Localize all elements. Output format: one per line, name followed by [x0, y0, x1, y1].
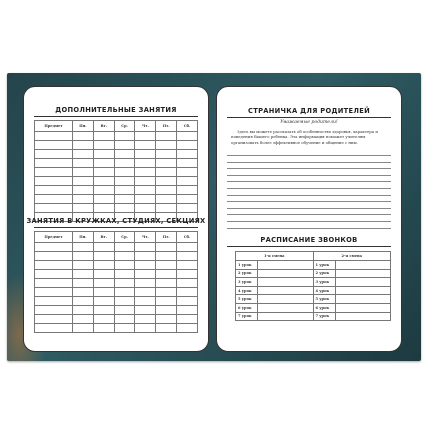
table-cell[interactable] — [35, 243, 73, 252]
col-subject: Предмет — [35, 121, 73, 132]
table-cell[interactable] — [177, 168, 198, 177]
table-row — [35, 315, 198, 324]
note-line[interactable] — [227, 195, 391, 196]
table-cell[interactable] — [93, 261, 114, 270]
table-cell[interactable] — [156, 297, 177, 306]
table-cell[interactable] — [135, 279, 156, 288]
table-cell[interactable] — [35, 186, 73, 195]
lesson-time-cell[interactable] — [335, 295, 391, 304]
table-row — [35, 141, 198, 150]
table-cell[interactable] — [177, 141, 198, 150]
bells-row — [236, 278, 391, 287]
table-cell[interactable] — [93, 168, 114, 177]
bells-row — [236, 286, 391, 295]
table-cell[interactable] — [35, 270, 73, 279]
table-cell[interactable] — [114, 297, 135, 306]
table-cell[interactable] — [93, 306, 114, 315]
table-cell[interactable] — [156, 141, 177, 150]
table-row — [35, 195, 198, 204]
bells-row — [236, 303, 391, 312]
col-fri: Пт. — [156, 232, 177, 243]
table-cell[interactable] — [73, 141, 94, 150]
table-cell[interactable] — [177, 324, 198, 333]
table-cell[interactable] — [135, 150, 156, 159]
lesson-number: 4 урок — [236, 286, 258, 295]
table-cell[interactable] — [73, 159, 94, 168]
table-cell[interactable] — [177, 132, 198, 141]
table-cell[interactable] — [93, 279, 114, 288]
table-cell[interactable] — [114, 288, 135, 297]
lesson-number: 2 урок — [236, 269, 258, 278]
lesson-number: 4 урок — [313, 286, 335, 295]
table-cell[interactable] — [73, 195, 94, 204]
table-cell[interactable] — [93, 270, 114, 279]
table-cell[interactable] — [156, 252, 177, 261]
note-line[interactable] — [227, 208, 391, 209]
table-cell[interactable] — [177, 186, 198, 195]
table-row — [35, 159, 198, 168]
table-cell[interactable] — [156, 243, 177, 252]
table-cell[interactable] — [156, 195, 177, 204]
lesson-number: 6 урок — [313, 303, 335, 312]
table-cell[interactable] — [93, 204, 114, 213]
table-cell[interactable] — [93, 195, 114, 204]
table-row — [35, 261, 198, 270]
lesson-number: 5 урок — [313, 295, 335, 304]
table-cell[interactable] — [73, 315, 94, 324]
table-cell[interactable] — [177, 159, 198, 168]
note-line[interactable] — [227, 201, 391, 202]
col-tue: Вт. — [93, 121, 114, 132]
col-sat: Сб. — [177, 121, 198, 132]
table-cell[interactable] — [177, 306, 198, 315]
table-cell[interactable] — [73, 204, 94, 213]
table-cell[interactable] — [114, 270, 135, 279]
table-cell[interactable] — [156, 306, 177, 315]
lesson-time-cell[interactable] — [258, 269, 314, 278]
lesson-time-cell[interactable] — [258, 312, 314, 321]
table-cell[interactable] — [156, 261, 177, 270]
table-cell[interactable] — [135, 324, 156, 333]
table-cell[interactable] — [35, 324, 73, 333]
shift-1-header: 1-я смена — [236, 252, 314, 261]
note-line[interactable] — [227, 214, 391, 215]
lesson-time-cell[interactable] — [335, 269, 391, 278]
table-cell[interactable] — [114, 141, 135, 150]
table-cell[interactable] — [93, 324, 114, 333]
table-cell[interactable] — [135, 306, 156, 315]
table-row — [35, 204, 198, 213]
note-line[interactable] — [227, 175, 391, 176]
table-cell[interactable] — [156, 168, 177, 177]
table-row — [35, 177, 198, 186]
table-cell[interactable] — [35, 252, 73, 261]
table-cell[interactable] — [35, 195, 73, 204]
table-cell[interactable] — [35, 177, 73, 186]
table-row — [35, 243, 198, 252]
col-mon: Пн. — [73, 121, 94, 132]
table-cell[interactable] — [93, 177, 114, 186]
extra-lessons-header-row — [35, 121, 198, 132]
table-row — [35, 288, 198, 297]
table-cell[interactable] — [93, 186, 114, 195]
table-cell[interactable] — [177, 297, 198, 306]
table-row — [35, 297, 198, 306]
table-cell[interactable] — [35, 315, 73, 324]
parents-title: СТРАНИЧКА ДЛЯ РОДИТЕЛЕЙ — [248, 107, 370, 115]
table-cell[interactable] — [73, 186, 94, 195]
note-line[interactable] — [227, 155, 391, 156]
bells-title-underline — [227, 246, 391, 247]
table-row — [35, 168, 198, 177]
table-cell[interactable] — [73, 306, 94, 315]
lesson-time-cell[interactable] — [335, 312, 391, 321]
lesson-time-cell[interactable] — [258, 261, 314, 270]
lesson-time-cell[interactable] — [258, 286, 314, 295]
lesson-number: 3 урок — [236, 278, 258, 287]
bells-row — [236, 295, 391, 304]
table-cell[interactable] — [35, 204, 73, 213]
table-cell[interactable] — [177, 270, 198, 279]
table-cell[interactable] — [93, 159, 114, 168]
lesson-number: 1 урок — [313, 261, 335, 270]
table-cell[interactable] — [177, 288, 198, 297]
table-cell[interactable] — [114, 159, 135, 168]
table-cell[interactable] — [35, 279, 73, 288]
table-cell[interactable] — [35, 168, 73, 177]
table-cell[interactable] — [156, 279, 177, 288]
lesson-time-cell[interactable] — [335, 286, 391, 295]
lesson-time-cell[interactable] — [335, 303, 391, 312]
lesson-number: 3 урок — [313, 278, 335, 287]
table-cell[interactable] — [73, 288, 94, 297]
lesson-number: 7 урок — [236, 312, 258, 321]
lesson-time-cell[interactable] — [258, 295, 314, 304]
col-thu: Чт. — [135, 232, 156, 243]
table-cell[interactable] — [73, 243, 94, 252]
table-cell[interactable] — [156, 150, 177, 159]
table-cell[interactable] — [114, 177, 135, 186]
table-cell[interactable] — [177, 279, 198, 288]
table-cell[interactable] — [73, 279, 94, 288]
table-cell[interactable] — [156, 324, 177, 333]
extra-lessons-table — [34, 120, 198, 222]
table-cell[interactable] — [93, 132, 114, 141]
col-wed: Ср. — [114, 121, 135, 132]
table-cell[interactable] — [114, 243, 135, 252]
table-cell[interactable] — [156, 159, 177, 168]
parents-greeting: Уважаемые родители! — [280, 120, 338, 125]
lesson-time-cell[interactable] — [335, 278, 391, 287]
table-cell[interactable] — [114, 252, 135, 261]
lesson-time-cell[interactable] — [258, 303, 314, 312]
table-cell[interactable] — [35, 141, 73, 150]
lesson-number: 1 урок — [236, 261, 258, 270]
col-fri: Пт. — [156, 121, 177, 132]
parents-title-underline — [227, 117, 391, 118]
table-row — [35, 150, 198, 159]
right-page — [216, 86, 402, 352]
table-cell[interactable] — [135, 177, 156, 186]
table-cell[interactable] — [35, 261, 73, 270]
clubs-title: ЗАНЯТИЯ В КРУЖКАХ, СТУДИЯХ, СЕКЦИЯХ — [26, 217, 206, 225]
table-cell[interactable] — [135, 195, 156, 204]
table-cell[interactable] — [114, 279, 135, 288]
table-cell[interactable] — [73, 132, 94, 141]
note-line[interactable] — [227, 168, 391, 169]
clubs-table — [34, 231, 198, 333]
lesson-number: 2 урок — [313, 269, 335, 278]
parents-text: Здесь вы можете рассказать об особенностях здоровья, характера и поведения Вашего ребенка. Эта информация поможет учителям организовать более эффективное обучение и общение с ним. — [231, 129, 378, 145]
table-cell[interactable] — [135, 204, 156, 213]
table-cell[interactable] — [114, 261, 135, 270]
bells-title: РАСПИСАНИЕ ЗВОНКОВ — [260, 236, 358, 244]
table-cell[interactable] — [135, 132, 156, 141]
table-cell[interactable] — [73, 297, 94, 306]
bells-row — [236, 312, 391, 321]
table-cell[interactable] — [35, 159, 73, 168]
table-cell[interactable] — [114, 195, 135, 204]
table-row — [35, 279, 198, 288]
table-cell[interactable] — [93, 297, 114, 306]
table-cell[interactable] — [93, 252, 114, 261]
table-cell[interactable] — [177, 315, 198, 324]
bells-header-row — [236, 252, 391, 261]
table-cell[interactable] — [135, 243, 156, 252]
table-cell[interactable] — [156, 204, 177, 213]
table-cell[interactable] — [73, 324, 94, 333]
table-cell[interactable] — [35, 297, 73, 306]
table-cell[interactable] — [156, 270, 177, 279]
col-subject: Предмет — [35, 232, 73, 243]
note-line[interactable] — [227, 221, 391, 222]
table-cell[interactable] — [156, 186, 177, 195]
table-cell[interactable] — [73, 261, 94, 270]
table-cell[interactable] — [114, 186, 135, 195]
table-cell[interactable] — [93, 243, 114, 252]
col-tue: Вт. — [93, 232, 114, 243]
note-line[interactable] — [227, 228, 391, 229]
table-cell[interactable] — [114, 306, 135, 315]
table-cell[interactable] — [177, 150, 198, 159]
table-cell[interactable] — [35, 288, 73, 297]
bells-row — [236, 269, 391, 278]
table-cell[interactable] — [114, 132, 135, 141]
clubs-header-row — [35, 232, 198, 243]
table-cell[interactable] — [156, 132, 177, 141]
table-cell[interactable] — [156, 288, 177, 297]
table-row — [35, 252, 198, 261]
table-cell[interactable] — [73, 252, 94, 261]
table-row — [35, 132, 198, 141]
lesson-number: 5 урок — [236, 295, 258, 304]
table-cell[interactable] — [35, 132, 73, 141]
bells-table — [235, 251, 391, 321]
table-cell[interactable] — [114, 150, 135, 159]
table-cell[interactable] — [135, 159, 156, 168]
table-cell[interactable] — [135, 141, 156, 150]
extra-lessons-title-underline — [34, 116, 198, 117]
table-cell[interactable] — [73, 168, 94, 177]
table-row — [35, 306, 198, 315]
table-cell[interactable] — [135, 288, 156, 297]
table-cell[interactable] — [114, 168, 135, 177]
col-mon: Пн. — [73, 232, 94, 243]
table-cell[interactable] — [93, 315, 114, 324]
note-line[interactable] — [227, 181, 391, 182]
col-sat: Сб. — [177, 232, 198, 243]
table-cell[interactable] — [156, 315, 177, 324]
table-cell[interactable] — [135, 315, 156, 324]
table-cell[interactable] — [135, 270, 156, 279]
table-cell[interactable] — [93, 150, 114, 159]
table-cell[interactable] — [177, 243, 198, 252]
lesson-time-cell[interactable] — [258, 278, 314, 287]
extra-lessons-title: ДОПОЛНИТЕЛЬНЫЕ ЗАНЯТИЯ — [55, 106, 177, 114]
shift-2-header: 2-я смена — [313, 252, 391, 261]
lesson-number: 6 урок — [236, 303, 258, 312]
table-cell[interactable] — [73, 177, 94, 186]
lesson-time-cell[interactable] — [335, 261, 391, 270]
table-cell[interactable] — [73, 270, 94, 279]
table-cell[interactable] — [93, 141, 114, 150]
note-line[interactable] — [227, 188, 391, 189]
table-row — [35, 186, 198, 195]
table-cell[interactable] — [93, 288, 114, 297]
left-page — [23, 86, 209, 352]
table-cell[interactable] — [177, 195, 198, 204]
table-cell[interactable] — [114, 204, 135, 213]
table-cell[interactable] — [177, 261, 198, 270]
lesson-number: 7 урок — [313, 312, 335, 321]
table-cell[interactable] — [135, 252, 156, 261]
table-cell[interactable] — [135, 186, 156, 195]
table-cell[interactable] — [135, 297, 156, 306]
table-cell[interactable] — [135, 168, 156, 177]
clubs-title-underline — [34, 227, 198, 228]
col-wed: Ср. — [114, 232, 135, 243]
table-cell[interactable] — [177, 177, 198, 186]
table-cell[interactable] — [73, 150, 94, 159]
table-cell[interactable] — [177, 204, 198, 213]
table-cell[interactable] — [114, 324, 135, 333]
table-cell[interactable] — [156, 177, 177, 186]
bells-row — [236, 261, 391, 270]
table-cell[interactable] — [135, 261, 156, 270]
table-row — [35, 324, 198, 333]
table-cell[interactable] — [177, 252, 198, 261]
note-line[interactable] — [227, 162, 391, 163]
table-cell[interactable] — [114, 315, 135, 324]
table-cell[interactable] — [35, 306, 73, 315]
table-row — [35, 270, 198, 279]
table-cell[interactable] — [35, 150, 73, 159]
col-thu: Чт. — [135, 121, 156, 132]
